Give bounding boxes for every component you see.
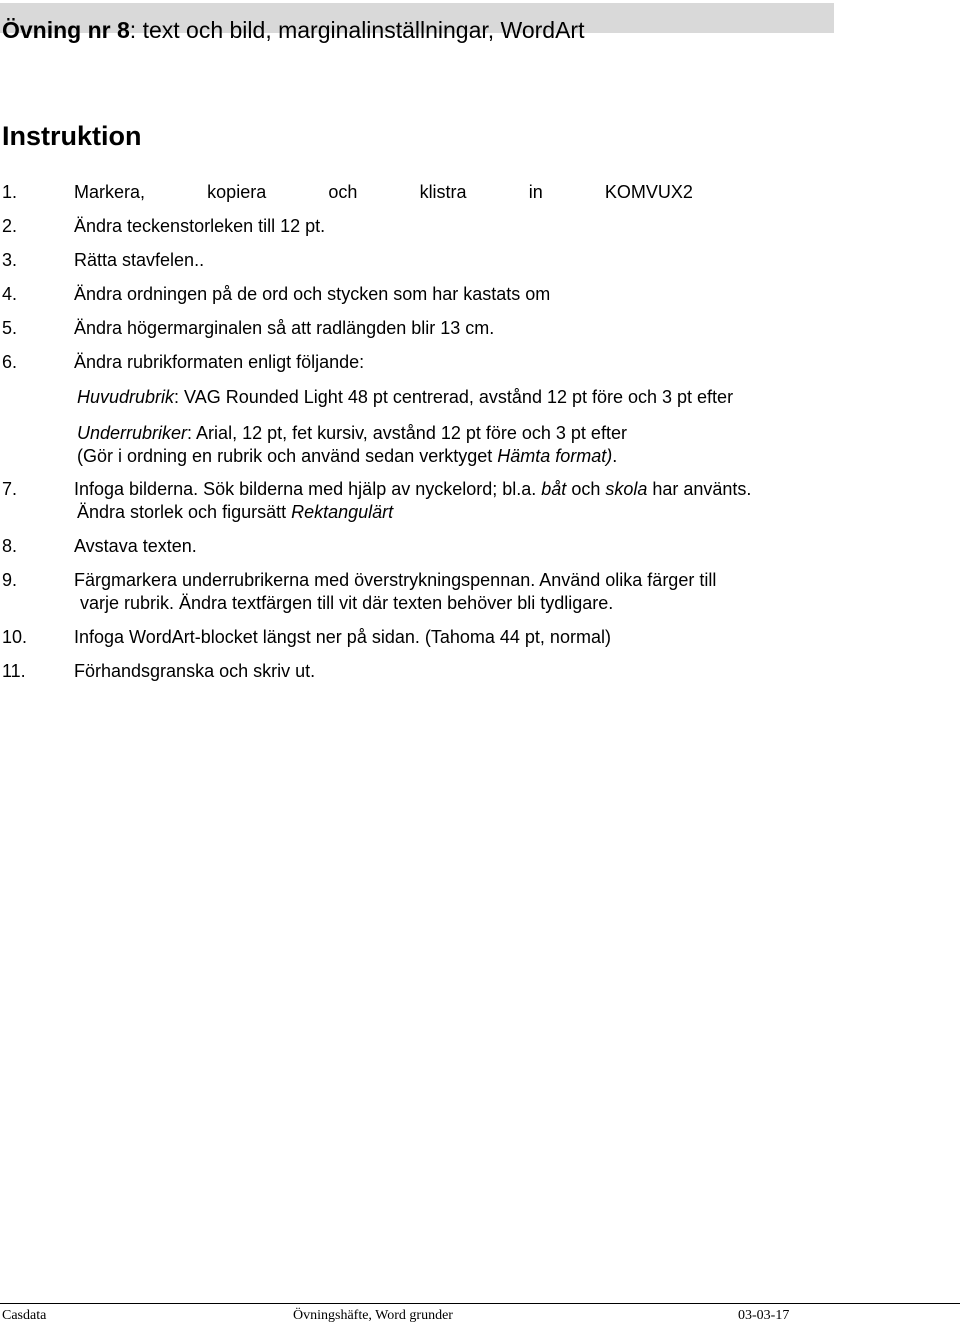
item-text: Rätta stavfelen..	[74, 250, 205, 270]
item-text: Ändra högermarginalen så att radlängden blir 13 cm.	[74, 318, 495, 338]
item-text: Förhandsgranska och skriv ut.	[74, 661, 316, 681]
title-subject: : text och bild, marginalinställningar, WordArt	[129, 17, 585, 43]
item-number: 5.	[2, 318, 18, 338]
item-text-continuation: Ändra storlek och figursätt Rektangulärt	[77, 502, 394, 522]
item-number: 4.	[2, 284, 18, 304]
item-number: 10.	[2, 627, 28, 647]
item-number: 8.	[2, 536, 18, 556]
item-number: 2.	[2, 216, 18, 236]
section-heading: Instruktion	[2, 121, 142, 151]
item-text: Avstava texten.	[74, 536, 197, 556]
format-label: Huvudrubrik	[77, 387, 175, 407]
format-note: (Gör i ordning en rubrik och använd sedan verktyget Hämta format).	[77, 446, 618, 466]
item-text: Ändra rubrikformaten enligt följande:	[74, 352, 365, 372]
item-text: Ändra ordningen på de ord och stycken som har kastats om	[74, 284, 551, 304]
item-number: 3.	[2, 250, 18, 270]
item-text: Markera, kopiera och klistra in KOMVUX2	[74, 182, 693, 202]
footer-center: Övningshäfte, Word grunder	[293, 1308, 453, 1323]
footer-right: 03-03-17	[738, 1308, 790, 1323]
item-number: 11.	[2, 661, 26, 681]
title-exercise-number: Övning nr 8	[2, 17, 130, 43]
item-text: Infoga WordArt-blocket längst ner på sidan. (Tahoma 44 pt, normal)	[74, 627, 611, 647]
format-sub-heading: Underrubriker: Arial, 12 pt, fet kursiv, avstånd 12 pt före och 3 pt efter	[77, 423, 627, 443]
format-label: Underrubriker	[77, 423, 188, 443]
item-text: Färgmarkera underrubrikerna med överstrykningspennan. Använd olika färger till	[74, 570, 717, 590]
item-text-continuation: varje rubrik. Ändra textfärgen till vit där texten behöver bli tydligare.	[80, 593, 614, 613]
item-number: 9.	[2, 570, 18, 590]
item-number: 1.	[2, 182, 18, 202]
item-text: Infoga bilderna. Sök bilderna med hjälp av nyckelord; bl.a. båt och skola har använts.	[74, 479, 752, 499]
item-number: 6.	[2, 352, 18, 372]
page-title	[2, 16, 584, 44]
footer-divider	[0, 1303, 960, 1304]
item-number: 7.	[2, 479, 18, 499]
footer-left: Casdata	[2, 1308, 47, 1323]
format-main-heading: Huvudrubrik: VAG Rounded Light 48 pt centrerad, avstånd 12 pt före och 3 pt efter	[77, 387, 734, 407]
item-text: Ändra teckenstorleken till 12 pt.	[74, 216, 326, 236]
